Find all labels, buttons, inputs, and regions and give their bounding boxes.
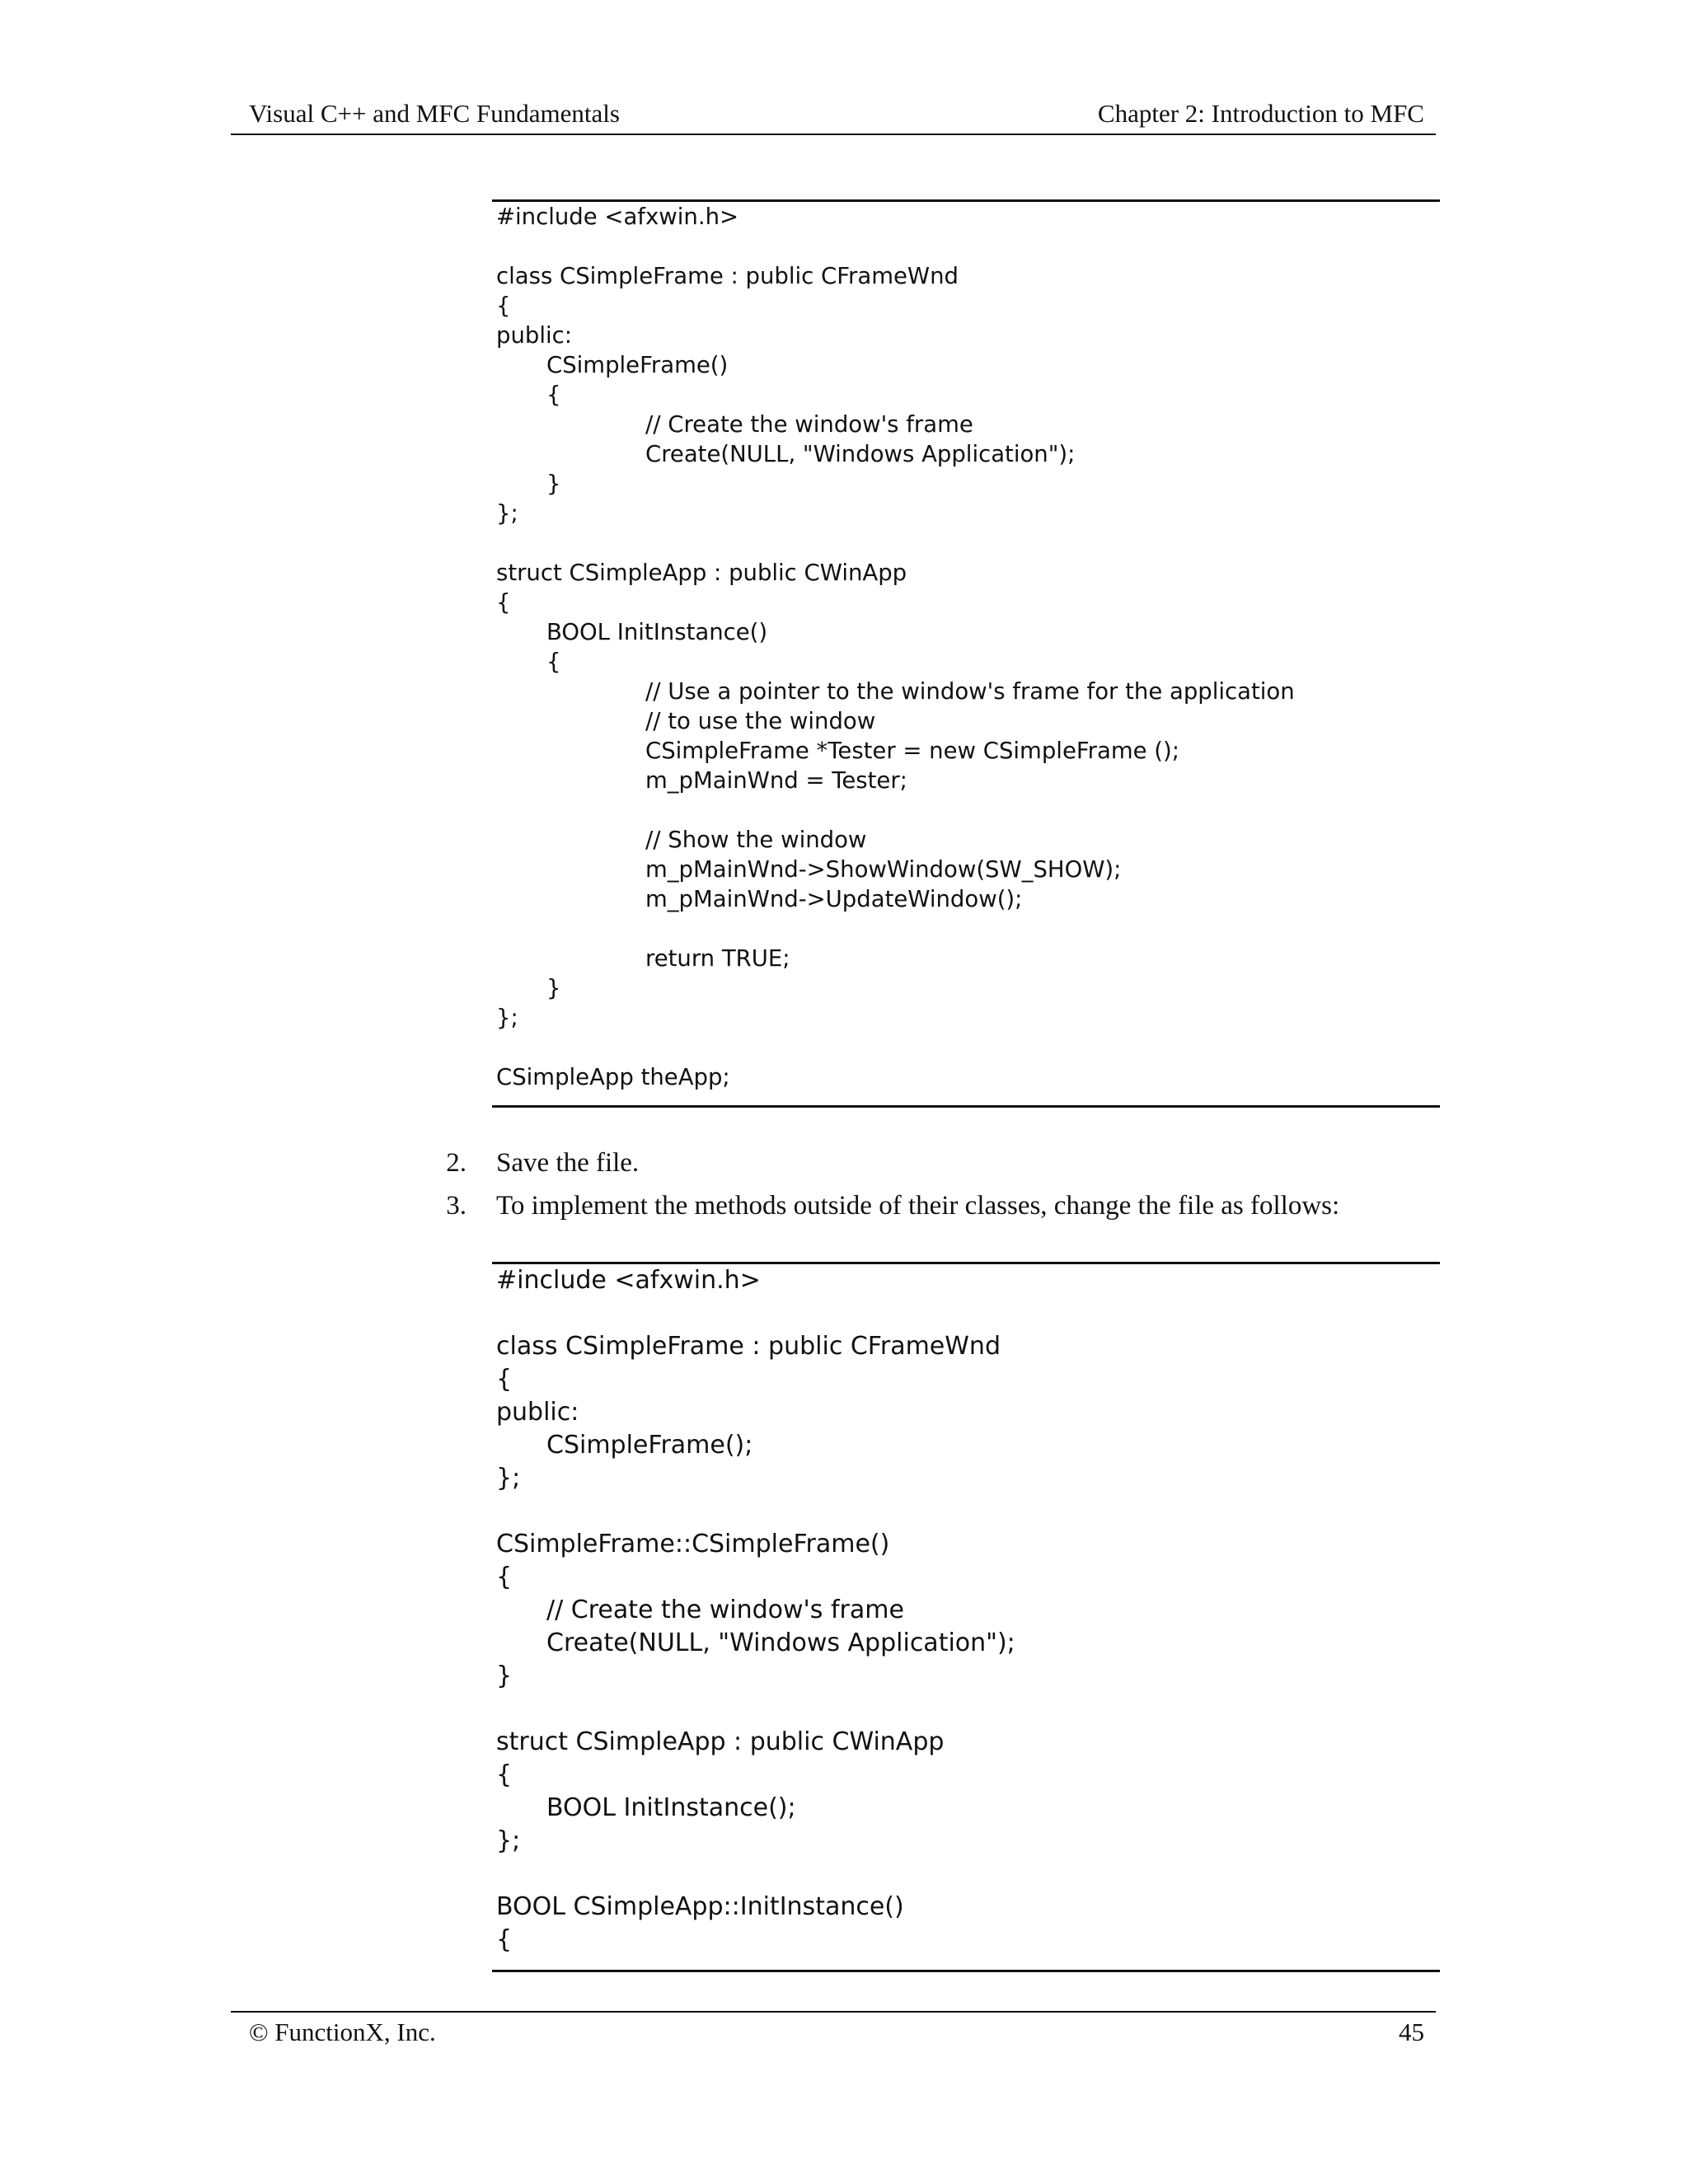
code-line [492, 1693, 1440, 1726]
code-line: Create(NULL, "Windows Application"); [645, 441, 1076, 467]
code-line: // Use a pointer to the window's frame for the application [645, 678, 1295, 705]
code-line [492, 1297, 1440, 1330]
code-line [492, 1858, 1440, 1891]
code-line [492, 914, 1440, 944]
code-line: { [546, 649, 561, 675]
page-number: 45 [1399, 2018, 1424, 2046]
code-line: { [496, 293, 511, 319]
numbered-steps [437, 1141, 1442, 1227]
code-line: struct CSimpleApp : public CWinApp [496, 560, 907, 586]
code-line: class CSimpleFrame : public CFrameWnd [496, 1332, 1001, 1361]
code-line: public: [496, 1398, 579, 1427]
code-line [492, 795, 1440, 825]
code-line: // Show the window [645, 827, 867, 853]
code-line: #include <afxwin.h> [496, 204, 739, 230]
code-line: public: [496, 322, 573, 349]
code-line: { [496, 1365, 513, 1394]
code-line: CSimpleFrame::CSimpleFrame() [496, 1530, 890, 1558]
code-line: }; [496, 1464, 521, 1493]
code-line: // Create the window's frame [645, 411, 973, 438]
code-line: CSimpleFrame(); [546, 1431, 753, 1460]
code-line: } [496, 1661, 513, 1690]
code-line: m_pMainWnd->ShowWindow(SW_SHOW); [645, 856, 1122, 883]
code-line: BOOL InitInstance() [546, 619, 768, 645]
code-line: }; [496, 500, 518, 527]
code-line: }; [496, 1826, 521, 1855]
code-line: return TRUE; [645, 945, 790, 972]
code-line: class CSimpleFrame : public CFrameWnd [496, 263, 959, 289]
code-line: { [546, 382, 561, 408]
code-line: BOOL CSimpleApp::InitInstance() [496, 1892, 904, 1921]
code-line [492, 1495, 1440, 1528]
code-line: BOOL InitInstance(); [546, 1793, 796, 1822]
code-listing-2 [492, 1262, 1440, 1972]
code-line: m_pMainWnd = Tester; [645, 767, 907, 794]
code-line: // Create the window's frame [546, 1596, 904, 1624]
step-item [437, 1141, 1442, 1184]
step-text: To implement the methods outside of their classes, change the file as follows: [496, 1191, 1340, 1221]
code-line: } [546, 471, 561, 497]
step-number: 2. [446, 1148, 467, 1178]
code-line: Create(NULL, "Windows Application"); [546, 1629, 1015, 1657]
code-line: CSimpleApp theApp; [496, 1064, 730, 1090]
code-line: { [496, 1563, 513, 1591]
footer-copyright: © FunctionX, Inc. [249, 2018, 436, 2046]
step-item [437, 1184, 1442, 1227]
code-line: // to use the window [645, 708, 876, 734]
code-line [492, 528, 1440, 558]
header-chapter-title: Chapter 2: Introduction to MFC [1097, 99, 1424, 128]
page-footer [231, 2011, 1436, 2050]
code-line: CSimpleFrame *Tester = new CSimpleFrame (); [645, 738, 1180, 764]
code-line [492, 232, 1440, 261]
code-listing-1 [492, 199, 1440, 1108]
step-number: 3. [446, 1191, 467, 1221]
code-line: { [496, 589, 511, 616]
code-line: }; [496, 1005, 518, 1031]
code-line: { [496, 1925, 513, 1954]
code-line: struct CSimpleApp : public CWinApp [496, 1727, 945, 1756]
code-line: #include <afxwin.h> [496, 1266, 761, 1295]
step-text: Save the file. [496, 1148, 640, 1178]
code-line: { [496, 1760, 513, 1789]
code-line [492, 1033, 1440, 1062]
code-line: } [546, 975, 561, 1001]
page-header [231, 99, 1436, 135]
header-book-title: Visual C++ and MFC Fundamentals [249, 99, 620, 128]
code-line: m_pMainWnd->UpdateWindow(); [645, 886, 1023, 912]
code-line: CSimpleFrame() [546, 352, 729, 378]
